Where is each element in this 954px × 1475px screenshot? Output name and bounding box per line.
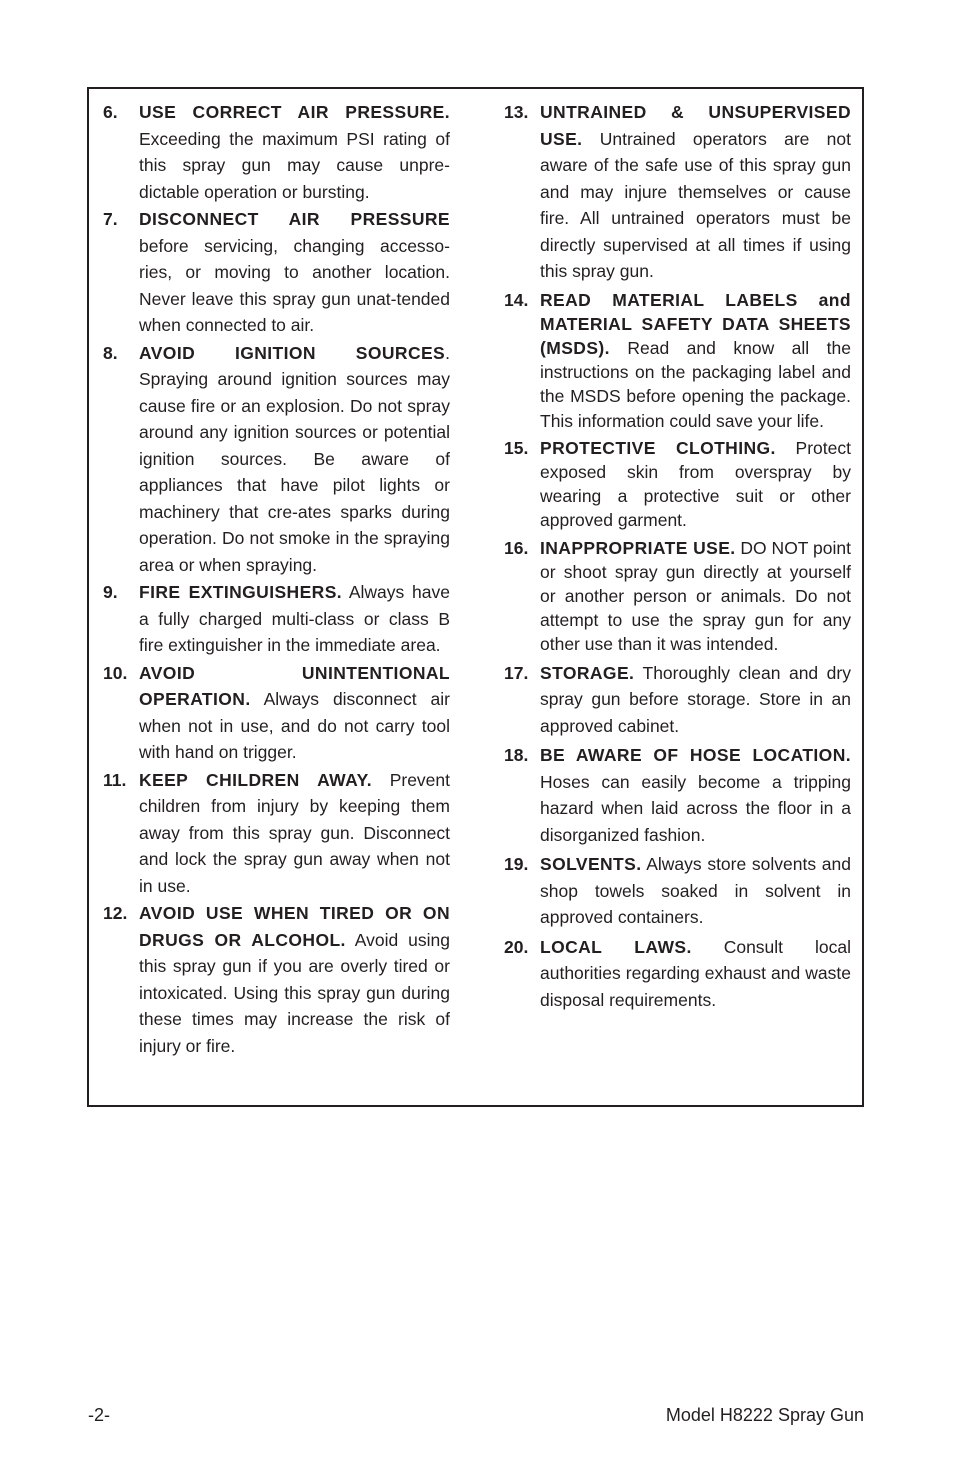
list-item xyxy=(504,436,851,533)
item-body xyxy=(540,99,851,285)
list-item xyxy=(103,660,450,766)
item-heading: USE CORRECT AIR PRESSURE. xyxy=(139,102,450,122)
item-heading: INAPPROPRIATE USE. xyxy=(540,537,736,558)
item-body xyxy=(540,660,851,740)
item-number: 16. xyxy=(504,537,529,558)
list-item xyxy=(504,536,851,657)
item-number: 17. xyxy=(504,662,529,683)
list-item xyxy=(504,660,851,740)
item-heading: AVOID IGNITION SOURCES xyxy=(139,342,446,363)
item-heading: AVOID USE WHEN TIRED OR ON DRUGS OR ALCOHOL. xyxy=(139,903,450,950)
item-heading: KEEP CHILDREN AWAY. xyxy=(139,769,372,790)
item-text: Always have a fully charged multi-class or class B fire extinguisher in the immediate area. xyxy=(139,582,450,655)
item-heading: SOLVENTS. xyxy=(540,854,642,875)
safety-rules-box xyxy=(87,87,864,1107)
item-heading: BE AWARE OF HOSE LOCATION. xyxy=(540,745,851,766)
item-text: before servicing, changing accesso-ries, or moving to another location. Never leave this spray gun unat-tended when connected to air. xyxy=(139,235,450,335)
item-heading: AVOID UNINTENTIONAL OPERATION. xyxy=(139,662,450,709)
list-item xyxy=(504,99,851,285)
item-heading: READ MATERIAL LABELS and MATERIAL SAFETY DATA SHEETS (MSDS). xyxy=(540,289,851,358)
item-number: 9. xyxy=(103,582,118,602)
item-body xyxy=(139,206,450,339)
item-text: Read and know all the instructions on the packaging label and the MSDS before opening the package. This information could save your life. xyxy=(540,337,851,431)
item-number: 12. xyxy=(103,903,128,923)
item-number: 8. xyxy=(103,342,118,363)
item-heading: UNTRAINED & UNSUPERVISED USE. xyxy=(540,102,851,149)
item-body xyxy=(540,288,851,433)
item-number: 7. xyxy=(103,209,118,229)
item-text: Thoroughly clean and dry spray gun before storage. Store in an approved cabinet. xyxy=(540,662,851,736)
item-heading: LOCAL LAWS. xyxy=(540,936,692,957)
item-body xyxy=(139,900,450,1059)
item-text: Always disconnect air when not in use, and do not carry tool with hand on trigger. xyxy=(139,689,450,762)
list-item xyxy=(103,900,450,1059)
item-body xyxy=(540,536,851,657)
item-text: Avoid using this spray gun if you are overly tired or intoxicated. Using this spray gun during these times may increase the risk of injury or fire. xyxy=(139,929,450,1056)
item-text: Exceeding the maximum PSI rating of this spray gun may cause unpre-dictable operation or bursting. xyxy=(139,128,450,202)
item-text: Prevent children from injury by keeping them away from this spray gun. Disconnect and lock the spray gun away when not in use. xyxy=(139,769,450,896)
item-body xyxy=(540,934,851,1014)
item-number: 19. xyxy=(504,854,529,875)
item-text: DO NOT point or shoot spray gun directly at yourself or another person or animals. Do not attempt to use the spray gun for any other use than it was intended. xyxy=(540,537,851,655)
item-body xyxy=(139,99,450,205)
item-text: . Spraying around ignition sources may cause fire or an explosion. Do not spray around any ignition sources or potential ignition sources. Be aware of appliances that have pilot lights or machinery that cre-ates sparks during operation. Do not smoke in the spraying area or when spraying. xyxy=(139,342,450,575)
item-text: Consult local authorities regarding exhaust and waste disposal requirements. xyxy=(540,936,851,1010)
item-text: Untrained operators are not aware of the safe use of this spray gun and may injure themselves or cause fire. All untrained operators must be directly supervised at all times if using this spray gun. xyxy=(540,128,851,281)
item-body xyxy=(139,340,450,579)
list-item xyxy=(504,288,851,433)
item-number: 20. xyxy=(504,936,529,957)
item-body xyxy=(139,579,450,659)
right-column xyxy=(504,99,851,1016)
model-name: Model H8222 Spray Gun xyxy=(665,1405,864,1425)
item-number: 13. xyxy=(504,102,529,122)
list-item xyxy=(103,340,450,579)
item-body xyxy=(540,742,851,848)
item-heading: PROTECTIVE CLOTHING. xyxy=(540,437,776,458)
list-item xyxy=(504,742,851,848)
list-item xyxy=(103,579,450,659)
item-text: Always store solvents and shop towels soaked in solvent in approved containers. xyxy=(540,854,851,928)
item-text: Hoses can easily become a tripping hazard when laid across the floor in a disorganized fashion. xyxy=(540,771,851,845)
item-body xyxy=(540,851,851,931)
list-item xyxy=(504,851,851,931)
list-item xyxy=(103,99,450,205)
item-number: 6. xyxy=(103,102,118,122)
item-number: 10. xyxy=(103,662,128,683)
item-heading: STORAGE. xyxy=(540,662,635,683)
item-body xyxy=(139,767,450,900)
list-item xyxy=(103,206,450,339)
page-number: -2- xyxy=(88,1405,110,1425)
item-text: Protect exposed skin from overspray by wearing a protective suit or other approved garment. xyxy=(540,437,851,531)
item-body xyxy=(540,436,851,533)
list-item xyxy=(504,934,851,1014)
left-column xyxy=(103,99,450,1060)
item-heading: FIRE EXTINGUISHERS. xyxy=(139,582,343,602)
item-number: 14. xyxy=(504,289,529,310)
list-item xyxy=(103,767,450,900)
item-number: 18. xyxy=(504,745,529,766)
item-body xyxy=(139,660,450,766)
item-number: 15. xyxy=(504,437,529,458)
item-heading: DISCONNECT AIR PRESSURE xyxy=(139,209,450,229)
item-number: 11. xyxy=(103,769,127,790)
